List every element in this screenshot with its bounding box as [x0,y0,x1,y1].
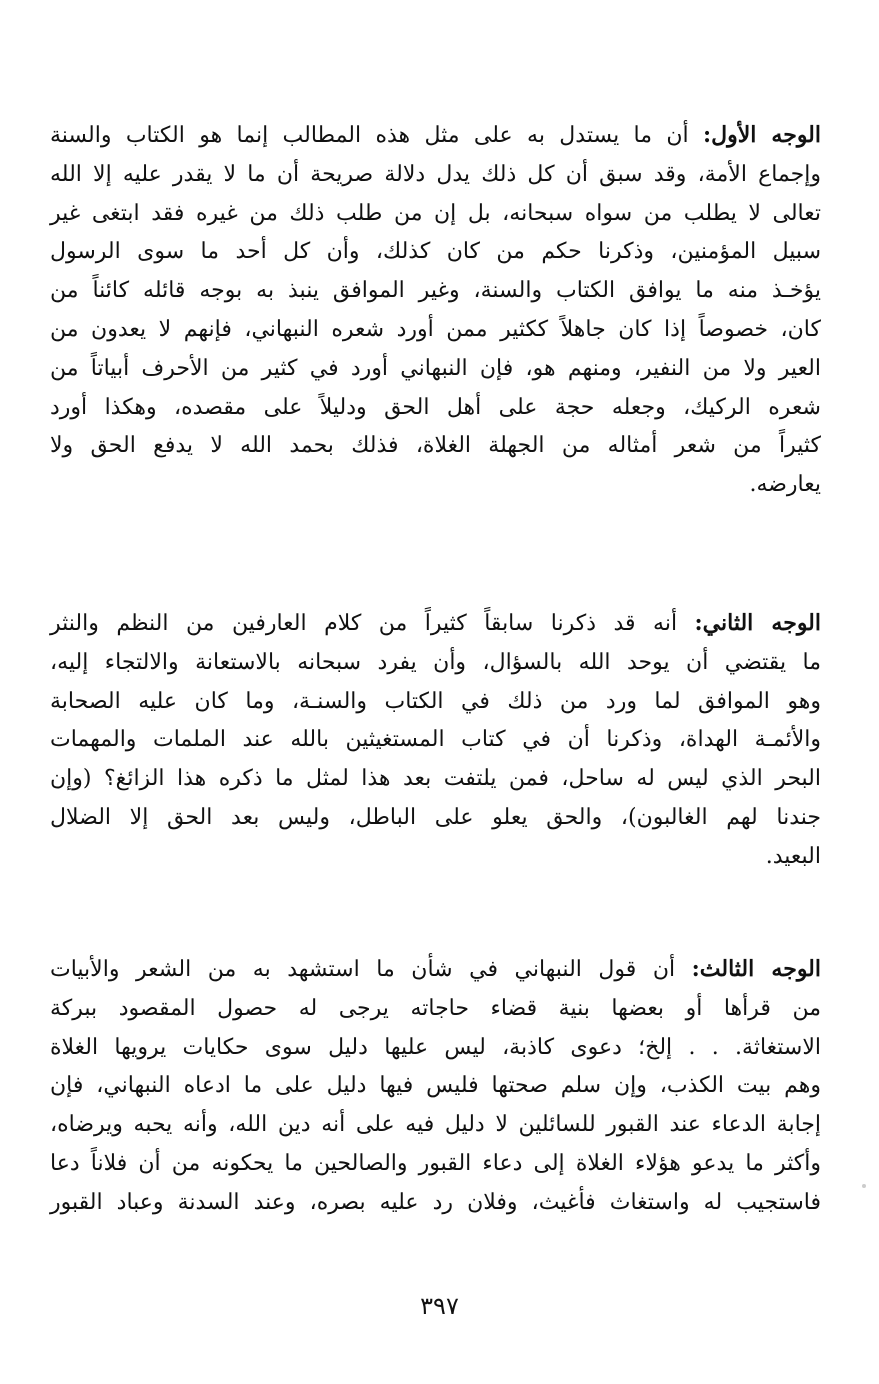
section-second-aspect [50,604,821,877]
paragraph-line [50,116,821,156]
paragraph-line [50,950,821,990]
paragraph-line: شعره الركيك، وجعله حجة على أهل الحق ودليلاً على مقصده، وهكذا أورد [50,394,821,420]
paragraph-line: سبيل المؤمنين، وذكرنا حكم من كان كذلك، وأن كل أحد ما سوى الرسول [50,239,821,265]
section-third-aspect [50,950,821,1223]
paragraph-line: يؤخـذ منه ما يوافق الكتاب والسنة، وغير الموافق ينبذ به بوجه قائله كائناً من [50,278,821,304]
paragraph-line: العير ولا من النفير، ومنهم هو، فإن النبهاني أورد في كثير من الأحرف أبياتاً من [50,355,821,381]
section-heading: الوجه الثالث: [691,956,821,982]
paragraph-line: ما يقتضي أن يوحد الله بالسؤال، وأن يفرد سبحانه بالاستعانة والالتجاء إليه، [50,649,821,675]
paragraph-line: وهم بيت الكذب، وإن سلم صحتها فليس فيها دليل على ما ادعاه النبهاني، فإن [50,1073,821,1099]
line-text: أنه قد ذكرنا سابقاً كثيراً من كلام العارفين من النظم والنثر [50,611,678,636]
paragraph-line: وهو الموافق لما ورد من ذلك في الكتاب والسنـة، وما كان عليه الصحابة [50,688,821,714]
paragraph-line: جندنا لهم الغالبون)، والحق يعلو على الباطل، وليس بعد الحق إلا الضلال [50,804,821,830]
paragraph-line: كثيراً من شعر أمثاله من الجهلة الغلاة، فذلك بحمد الله لا يدفع الحق ولا [50,433,821,459]
line-text: أن قول النبهاني في شأن ما استشهد به من الشعر والأبيات [50,957,676,982]
paragraph-line: إجابة الدعاء عند القبور للسائلين لا دليل فيه على أنه دين الله، وأنه يحبه ويرضاه، [50,1112,821,1138]
paragraph-line: من قرأها أو بعضها بنية قضاء حاجاته يرجى له حصول المقصود ببركة [50,995,821,1021]
paragraph-line: كان، خصوصاً إذا كان جاهلاً ككثير ممن أورد شعره النبهاني، فإنهم لا يعدون من [50,316,821,342]
paragraph-line: الاستغاثة. . . إلخ؛ دعوى كاذبة، ليس عليها دليل سوى حكايات يرويها الغلاة [50,1034,821,1060]
paragraph-line: وأكثر ما يدعو هؤلاء الغلاة إلى دعاء القبور والصالحين ما يحكونه من أن فلاناً دعا [50,1150,821,1176]
scan-speck [862,1184,866,1188]
section-first-aspect [50,116,821,505]
paragraph-line: فاستجيب له واستغاث فأغيث، وفلان رد عليه بصره، وعند السدنة وعباد القبور [50,1189,821,1215]
paragraph-line: وإجماع الأمة، وقد سبق أن كل ذلك يدل دلالة صريحة أن ما لا يقدر عليه إلا الله [50,161,821,187]
paragraph-line: البعيد. [765,843,821,869]
paragraph-line [50,604,821,644]
section-heading: الوجه الأول: [703,122,821,148]
paragraph-line: يعارضه. [749,472,821,498]
paragraph-line: والأئمـة الهداة، وذكرنا أن في كتاب المستغيثين بالله عند الملمات والمهمات [50,727,821,753]
page-number: ٣٩٧ [420,1292,459,1320]
paragraph-line: البحر الذي ليس له ساحل، فمن يلتفت بعد هذا لمثل ما ذكره هذا الزائغ؟ (وإن [50,766,821,792]
paragraph-line: تعالى لا يطلب من سواه سبحانه، بل إن من طلب ذلك من غيره فقد ابتغى غير [50,200,821,226]
line-text: أن ما يستدل به على مثل هذه المطالب إنما هو الكتاب والسنة [50,123,689,148]
section-heading: الوجه الثاني: [694,610,821,636]
